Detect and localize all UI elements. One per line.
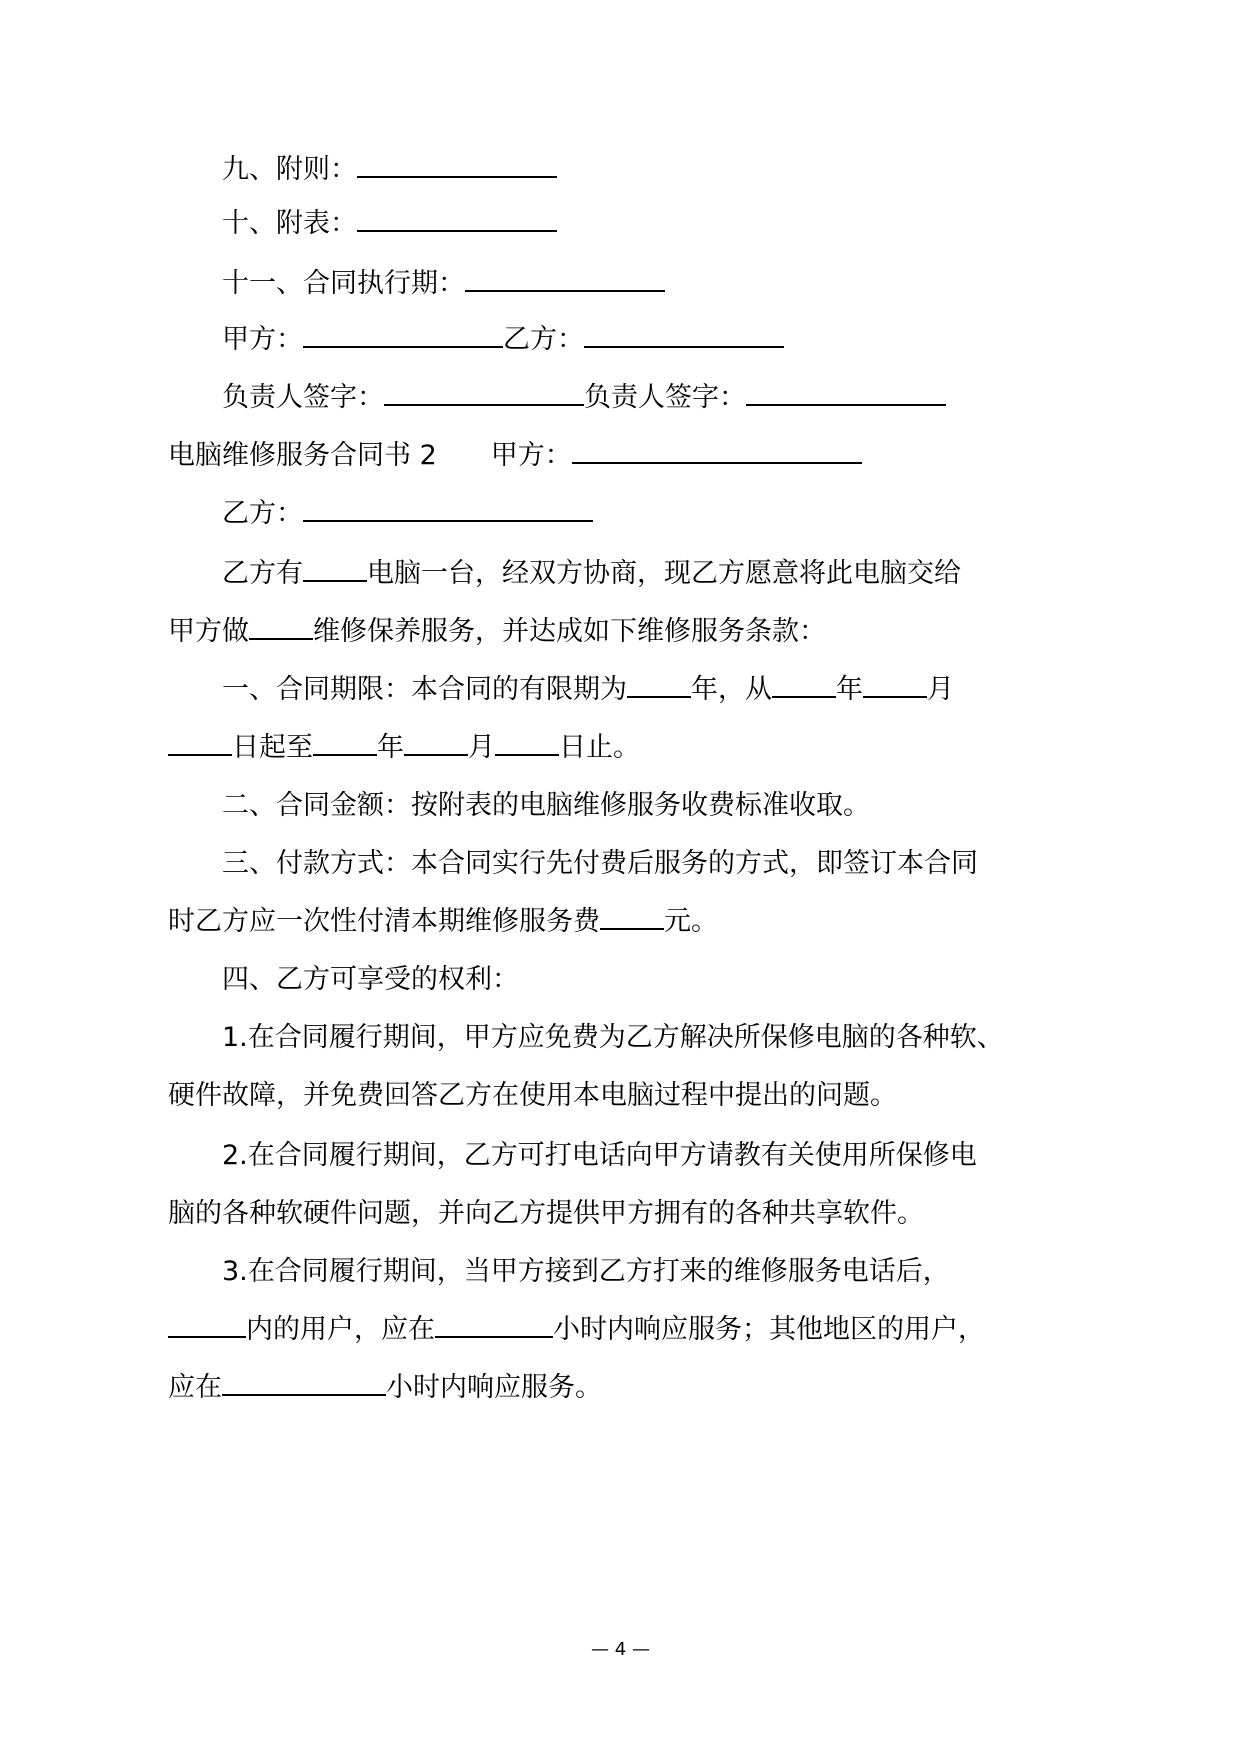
fill-blank <box>495 732 559 756</box>
body-paragraph-line <box>222 554 961 594</box>
rights-item-line <box>222 1252 950 1292</box>
rights-item-line <box>168 1194 924 1234</box>
party-b-label: 乙方： <box>222 498 303 529</box>
fill-blank <box>627 674 691 698</box>
text: 年，从 <box>691 674 772 705</box>
text: 月 <box>468 732 495 763</box>
appendix-table-line <box>222 204 557 244</box>
text: 月 <box>927 674 954 705</box>
fill-blank <box>404 732 468 756</box>
rights-item-line <box>168 1368 602 1408</box>
party-line <box>222 320 784 360</box>
text: 四、乙方可享受的权利： <box>222 964 519 995</box>
appendix-rules-line <box>222 150 557 190</box>
text: 时乙方应一次性付清本期维修服务费 <box>168 906 600 937</box>
fill-blank <box>222 1372 386 1396</box>
fill-blank <box>435 1314 553 1338</box>
page-number: — 4 — <box>591 1639 650 1660</box>
fill-blank <box>357 208 557 232</box>
rights-item-line <box>222 1136 977 1176</box>
text: 3.在合同履行期间，当甲方接到乙方打来的维修服务电话后， <box>222 1256 950 1287</box>
text: 一、合同期限：本合同的有限期为 <box>222 674 627 705</box>
signature-line <box>222 378 946 418</box>
text: 日起至 <box>232 732 313 763</box>
fill-blank <box>384 382 584 406</box>
fill-blank <box>303 498 593 522</box>
rights-item-line <box>168 1076 897 1116</box>
text: 三、付款方式：本合同实行先付费后服务的方式，即签订本合同 <box>222 848 978 879</box>
appendix-rules-label: 九、附则： <box>222 154 357 185</box>
fill-blank <box>357 154 557 178</box>
amount-clause-line <box>222 786 870 826</box>
signature-a-label: 负责人签字： <box>222 382 384 413</box>
text: 小时内响应服务。 <box>386 1372 602 1403</box>
text: 1.在合同履行期间，甲方应免费为乙方解决所保修电脑的各种软、 <box>222 1022 1004 1053</box>
fill-blank <box>313 732 377 756</box>
rights-item-line <box>168 1310 985 1350</box>
text: 2.在合同履行期间，乙方可打电话向甲方请教有关使用所保修电 <box>222 1140 977 1171</box>
text: 脑的各种软硬件问题，并向乙方提供甲方拥有的各种共享软件。 <box>168 1198 924 1229</box>
text: 年 <box>377 732 404 763</box>
contract-title-line <box>168 436 862 476</box>
party-b-label: 乙方： <box>503 324 584 355</box>
fill-blank <box>772 674 836 698</box>
text: 二、合同金额：按附表的电脑维修服务收费标准收取。 <box>222 790 870 821</box>
fill-blank <box>600 906 664 930</box>
rights-item-line <box>222 1018 1004 1058</box>
signature-b-label: 负责人签字： <box>584 382 746 413</box>
text: 硬件故障，并免费回答乙方在使用本电脑过程中提出的问题。 <box>168 1080 897 1111</box>
fill-blank <box>303 324 503 348</box>
contract-title: 电脑维修服务合同书 2 <box>168 440 437 471</box>
text: 维修保养服务，并达成如下维修服务条款： <box>313 616 826 647</box>
payment-clause-line <box>222 844 978 884</box>
text: 日止。 <box>559 732 640 763</box>
fill-blank <box>249 616 313 640</box>
text: 元。 <box>664 906 718 937</box>
text: 年 <box>836 674 863 705</box>
fill-blank <box>584 324 784 348</box>
fill-blank <box>303 558 367 582</box>
fill-blank <box>863 674 927 698</box>
appendix-table-label: 十、附表： <box>222 208 357 239</box>
text: 小时内响应服务；其他地区的用户， <box>553 1314 985 1345</box>
party-a-label: 甲方： <box>490 440 572 471</box>
text: 甲方做 <box>168 616 249 647</box>
fill-blank <box>746 382 946 406</box>
text: 内的用户，应在 <box>246 1314 435 1345</box>
fill-blank <box>465 268 665 292</box>
fill-blank <box>168 1314 246 1338</box>
party-b-line <box>222 494 593 534</box>
body-paragraph-line <box>168 612 826 652</box>
fill-blank <box>168 732 232 756</box>
contract-period-line <box>222 264 665 304</box>
text: 电脑一台，经双方协商，现乙方愿意将此电脑交给 <box>367 558 961 589</box>
text: 乙方有 <box>222 558 303 589</box>
text: 应在 <box>168 1372 222 1403</box>
payment-clause-line <box>168 902 718 942</box>
term-clause-line <box>168 728 640 768</box>
contract-period-label: 十一、合同执行期： <box>222 268 465 299</box>
fill-blank <box>572 440 862 464</box>
party-a-label: 甲方： <box>222 324 303 355</box>
term-clause-line <box>222 670 954 710</box>
rights-heading <box>222 960 519 1000</box>
